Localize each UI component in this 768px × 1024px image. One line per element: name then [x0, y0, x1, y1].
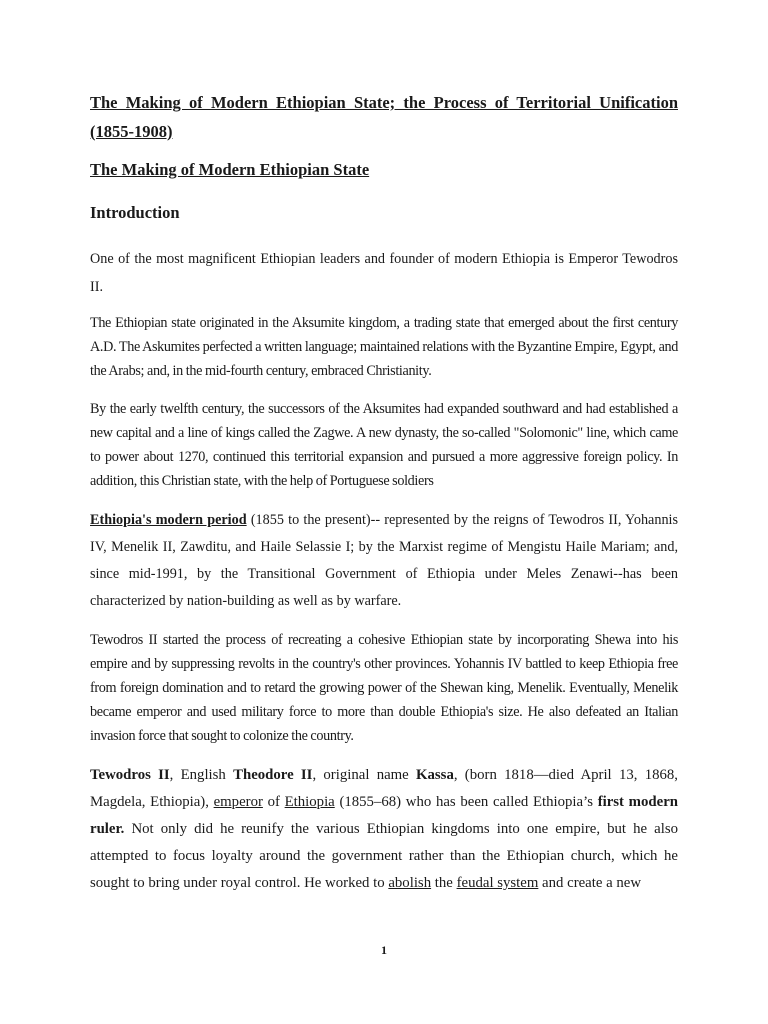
bio-text: of [262, 794, 285, 810]
bio-text: and create a new [538, 875, 642, 891]
paragraph-zagwe: By the early twelfth century, the successors of the Aksumites had expanded southward and had established a new capital and a line of kings called the Zagwe. A new dynasty, the so-called "Solomonic" line, which came to power about 1270, continued this territorial expansion and pursued a more aggressive foreign policy. In addition, this Christian state, with the help of Portuguese soldiers [90, 401, 678, 489]
name-kassa: Kassa [416, 767, 454, 783]
section-heading: Introduction [90, 203, 180, 222]
document-subtitle: The Making of Modern Ethiopian State [90, 160, 370, 179]
bio-text: the [431, 875, 457, 891]
link-abolish[interactable]: abolish [388, 875, 432, 891]
paragraph-modern-period [90, 507, 678, 615]
link-feudal-system[interactable]: feudal system [456, 875, 539, 891]
paragraph-intro: One of the most magnificent Ethiopian leaders and founder of modern Ethiopia is Emperor Tewodros II. [90, 251, 678, 295]
name-theodore: Theodore II [233, 767, 313, 783]
modern-period-text: (1855 to the present)-- represented by the reigns of Tewodros II, Yohannis IV, Menelik II, Zawditu, and Haile Selassie I; by the Marxist regime of Mengistu Haile Mariam; and, since mid-1991, by the Transitional Government of Ethiopia under Meles Zenawi--has been characterized by nation-building as well as by warfare. [90, 512, 679, 609]
link-emperor[interactable]: emperor [213, 794, 263, 810]
modern-period-term: Ethiopia's modern period [90, 512, 247, 528]
link-ethiopia[interactable]: Ethiopia [284, 794, 335, 810]
page-number: 1 [381, 943, 387, 957]
first-modern-ruler: first modern ruler. [90, 794, 678, 837]
paragraph-aksumite: The Ethiopian state originated in the Aksumite kingdom, a trading state that emerged about the first century A.D. The Askumites perfected a written language; maintained relations with the Byzantine Empire, Egypt, and the Arabs; and, in the mid-fourth century, embraced Christianity. [90, 315, 678, 379]
bio-text: Not only did he reunify the various Ethiopian kingdoms into one empire, but he also attempted to focus loyalty around the government rather than the Ethiopian church, which he sought to bring under royal control. He worked to [90, 821, 678, 891]
document-body [90, 88, 678, 897]
bio-text: , original name [312, 767, 417, 783]
bio-text: , (born 1818—died April 13, 1868, Magdela, Ethiopia), [90, 767, 678, 810]
paragraph-tewodros-shewa: Tewodros II started the process of recreating a cohesive Ethiopian state by incorporating Shewa into his empire and by suppressing revolts in the country's other provinces. Yohannis IV battled to keep Ethiopia free from foreign domination and to retard the growing power of the Shewan king, Menelik. Eventually, Menelik became emperor and used military force to more than double Ethiopia's size. He also defeated an Italian invasion force that sought to colonize the country. [90, 632, 678, 744]
bio-text: , English [169, 767, 234, 783]
document-title: The Making of Modern Ethiopian State; the Process of Territorial Unification (1855-1908) [90, 93, 678, 141]
paragraph-tewodros-bio [90, 762, 678, 897]
name-tewodros: Tewodros II [90, 767, 170, 783]
bio-text: (1855–68) who has been called Ethiopia’s [334, 794, 598, 810]
